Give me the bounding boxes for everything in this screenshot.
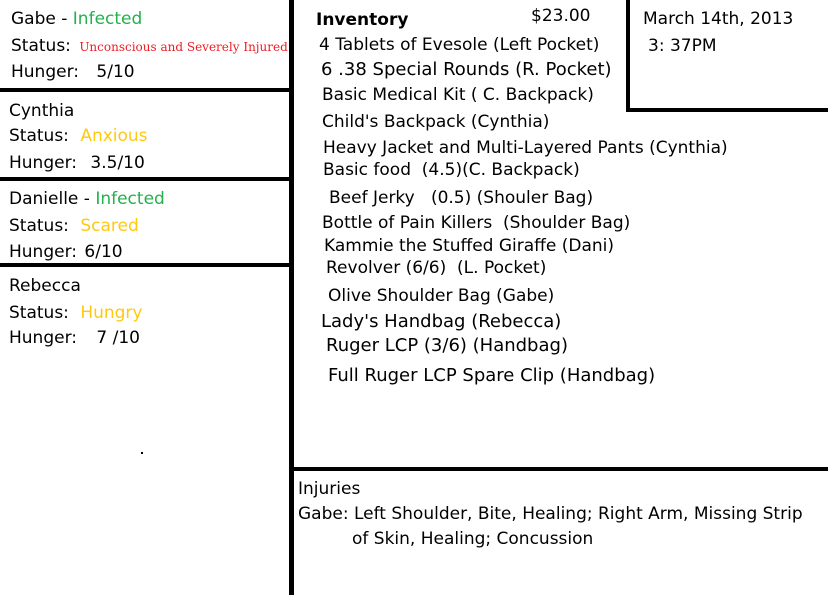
status-line [9,218,139,235]
injuries-divider [292,467,828,471]
condition-label: Infected [72,9,143,29]
hunger-value: 7 /10 [96,328,140,348]
status-label: Status: [9,216,69,236]
status-value: Hungry [80,303,143,323]
hunger-line [9,155,145,172]
injuries-title: Injuries [298,479,361,499]
inventory-item: 4 Tablets of Evesole (Left Pocket) [319,35,600,55]
name-separator: - [55,9,73,29]
date-text: March 14th, 2013 [643,9,794,29]
hunger-line [11,64,135,81]
character-name-line [11,11,142,28]
status-line [9,128,148,145]
inventory-item: Child's Backpack (Cynthia) [322,112,550,132]
name-separator: - [78,189,96,209]
inventory-item: Basic food (4.5)(C. Backpack) [323,160,580,180]
injury-line: Gabe: Left Shoulder, Bite, Healing; Right Arm, Missing Strip [298,504,803,524]
hunger-value: 5/10 [96,62,135,82]
status-line [11,38,288,55]
hunger-label: Hunger: [9,153,77,173]
divider-gabe-cynthia [0,88,292,92]
status-label: Status: [9,126,69,146]
hunger-value: 3.5/10 [90,153,145,173]
inventory-item: Kammie the Stuffed Giraffe (Dani) [324,236,615,256]
character-name: Cynthia [9,101,75,121]
inventory-item: Bottle of Pain Killers (Shoulder Bag) [322,213,631,233]
status-value: Unconscious and Severely Injured [79,40,288,54]
inventory-item: Basic Medical Kit ( C. Backpack) [322,85,594,105]
stray-dot [141,452,143,454]
hunger-label: Hunger: [9,328,77,348]
hunger-label: Hunger: [9,242,77,262]
datetime-box-left-border [626,0,630,112]
hunger-value: 6/10 [84,242,123,262]
inventory-item: Lady's Handbag (Rebecca) [321,311,562,332]
inventory-title: Inventory [316,10,409,30]
status-line [9,305,143,322]
hunger-label: Hunger: [11,62,79,82]
time-text: 3: 37PM [648,36,717,56]
hunger-line [9,244,123,261]
character-name: Gabe [11,9,56,29]
money-amount: $23.00 [531,6,591,26]
inventory-item: Olive Shoulder Bag (Gabe) [328,286,555,306]
character-name: Rebecca [9,276,81,296]
inventory-item: Ruger LCP (3/6) (Handbag) [326,335,568,356]
status-value: Anxious [80,126,148,146]
inventory-item: Beef Jerky (0.5) (Shouler Bag) [329,188,594,208]
hunger-line [9,330,140,347]
divider-cynthia-danielle [0,177,292,181]
divider-danielle-rebecca [0,263,292,267]
status-label: Status: [9,303,69,323]
status-value: Scared [80,216,139,236]
character-name: Danielle [9,189,79,209]
inventory-item: Heavy Jacket and Multi-Layered Pants (Cynthia) [323,138,728,158]
inventory-item: 6 .38 Special Rounds (R. Pocket) [321,59,612,80]
inventory-item: Revolver (6/6) (L. Pocket) [326,258,547,278]
status-label: Status: [11,36,71,56]
inventory-item: Full Ruger LCP Spare Clip (Handbag) [328,365,656,386]
datetime-box-bottom-border [626,108,828,112]
character-name-line [9,191,165,208]
condition-label: Infected [95,189,165,209]
injury-line: of Skin, Healing; Concussion [352,529,594,549]
